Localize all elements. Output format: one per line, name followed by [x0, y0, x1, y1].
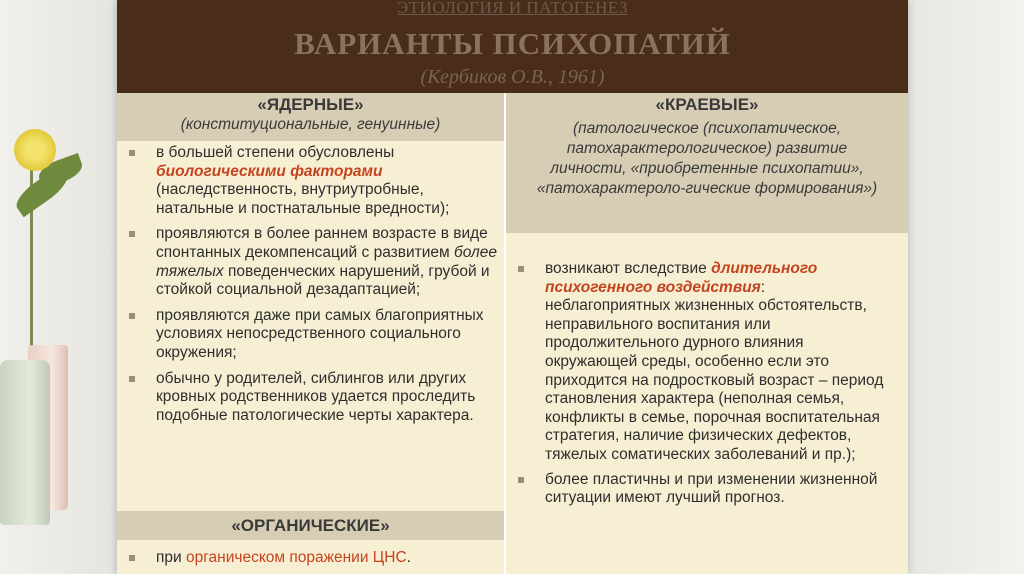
highlight-text: длительного психогенного воздействия	[545, 260, 818, 296]
item-text: обычно у родителей, сиблингов или других кровных родственников удается проследить подобные патологические черты характера.	[156, 369, 476, 424]
bullet-icon	[129, 555, 135, 561]
flower-stem	[30, 150, 33, 365]
bullet-icon	[129, 376, 135, 382]
item-text: проявляются в более раннем возрасте в виде спонтанных декомпенсаций с развитием	[156, 225, 488, 261]
yellow-flower	[14, 129, 56, 171]
background-right	[912, 0, 1024, 574]
item-text: более пластичны и при изменении жизненной ситуации имеют лучший прогноз.	[545, 470, 878, 507]
green-vase	[0, 360, 50, 525]
bullet-icon	[518, 266, 524, 272]
highlight-text: биологическими факторами	[156, 162, 383, 180]
item-text: (наследственность, внутриутробные, натальные и постнатальные вредности);	[156, 181, 450, 217]
list-item	[506, 471, 888, 508]
bullet-icon	[129, 150, 135, 156]
nuclear-body	[117, 141, 506, 511]
list-item	[117, 144, 504, 218]
item-text: .	[406, 549, 411, 566]
organic-body	[117, 540, 506, 574]
list-item	[506, 260, 888, 465]
marginal-body	[506, 233, 908, 574]
marginal-header	[506, 93, 908, 233]
organic-title: «ОРГАНИЧЕСКИЕ»	[117, 511, 506, 540]
item-text: при	[156, 549, 186, 566]
highlight-text: органическом поражении ЦНС	[185, 549, 407, 566]
item-text: проявляются даже при самых благоприятных условиях непосредственного социального окружения;	[156, 306, 484, 361]
bullet-icon	[129, 231, 135, 237]
slide	[117, 0, 908, 574]
item-text: возникают вследствие	[545, 260, 712, 277]
item-text: поведенческих нарушений, грубой и стойкой социальной дезадаптацией;	[156, 262, 490, 299]
nuclear-header	[117, 93, 506, 141]
organic-list	[117, 540, 504, 568]
bullet-icon	[518, 477, 524, 483]
marginal-title: «КРАЕВЫЕ»	[655, 95, 759, 114]
author-citation: (Кербиков О.В., 1961)	[420, 66, 605, 88]
slide-header	[117, 0, 908, 93]
bullet-icon	[129, 313, 135, 319]
slide-title: ВАРИАНТЫ ПСИХОПАТИЙ	[294, 26, 731, 61]
italic-text: более тяжелых	[156, 243, 497, 280]
list-item	[117, 225, 504, 299]
marginal-subtitle: (патологическое (психопатическое, патохарактерологическое) развитие личности, «приобретенные психопатии», «патохарактероло-гические формирования»)	[536, 120, 878, 197]
marginal-list	[506, 233, 908, 508]
nuclear-title: «ЯДЕРНЫЕ»	[257, 95, 364, 114]
list-item	[117, 370, 504, 426]
nuclear-list	[117, 141, 504, 425]
list-item	[117, 307, 504, 363]
nuclear-subtitle: (конституциональные, генуинные)	[180, 116, 441, 133]
section-title: ЭТИОЛОГИЯ И ПАТОГЕНЕЗ	[397, 0, 628, 17]
item-text: в большей степени обусловлены	[156, 144, 395, 161]
item-text: : неблагоприятных жизненных обстоятельств, неправильного воспитания или продолжительного дурного влияния окружающей среды, особенно если это приходится на подростковый возраст – период становления характера (неполная семья, конфликты в семье, порочная воспитательная стратегия, наличие физических дефектов, тяжелых соматических заболеваний и пр.);	[545, 278, 884, 463]
list-item	[117, 549, 504, 568]
